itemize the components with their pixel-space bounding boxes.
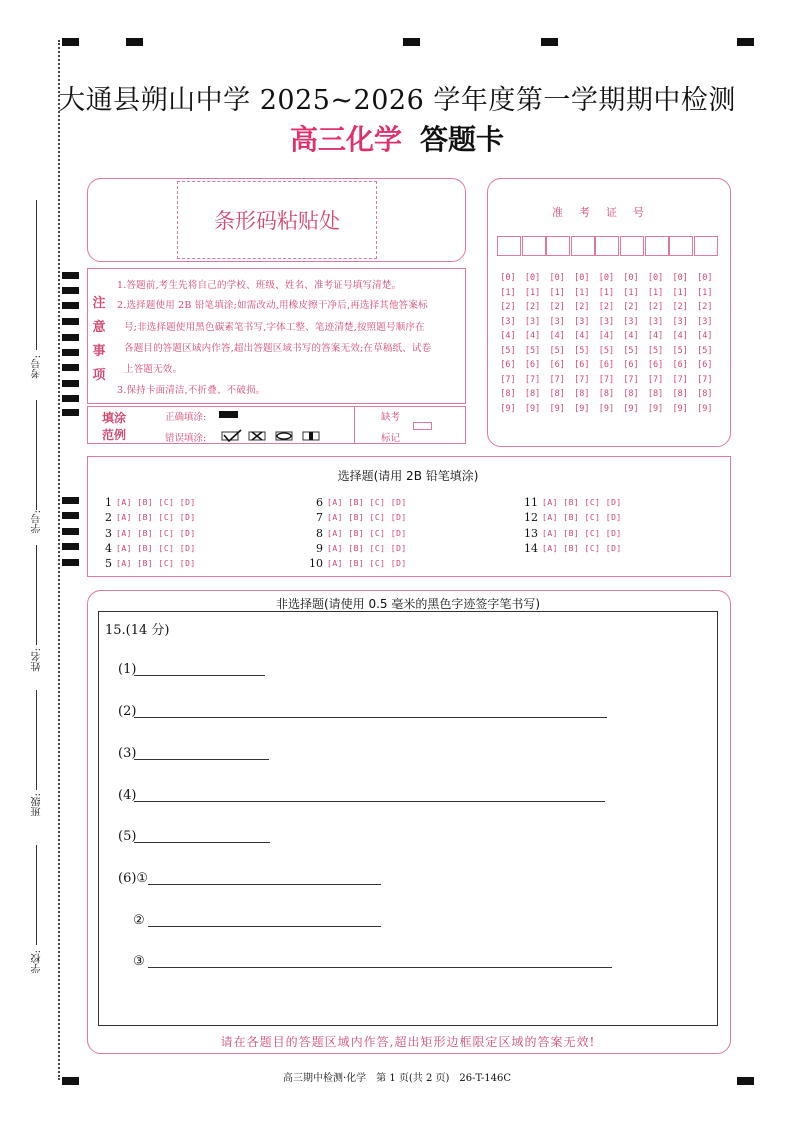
timing-mark [62, 528, 79, 535]
timing-mark [62, 380, 79, 387]
part-label: (2) [118, 704, 137, 719]
question-number: 8 [316, 526, 323, 540]
timing-mark [541, 38, 558, 46]
answer-options[interactable]: [A] [B] [C] [D] [542, 498, 622, 507]
part-label: (5) [118, 829, 137, 844]
answer-options[interactable]: [A] [B] [C] [D] [327, 498, 407, 507]
exam-id-digit-bubble[interactable]: [6] [623, 360, 639, 370]
timing-mark [62, 272, 79, 279]
part-label: (3) [118, 746, 137, 761]
absent-checkbox[interactable] [413, 422, 432, 430]
exam-id-digit-bubble[interactable]: [1] [598, 287, 615, 298]
exam-id-digit-bubble[interactable]: [5] [574, 345, 590, 356]
exam-id-digit-bubble[interactable]: [2] [598, 302, 615, 312]
exam-id-digit-bubble[interactable]: [8] [672, 389, 688, 399]
exam-id-digit-bubble[interactable]: [2] [524, 302, 541, 312]
answer-options[interactable]: [A] [B] [C] [D] [542, 543, 622, 553]
timing-mark [62, 302, 79, 309]
note-line: 上答题无效。 [124, 364, 183, 375]
exam-id-digit-bubble[interactable]: [4] [524, 331, 541, 341]
exam-id-digit-bubble[interactable]: [6] [697, 360, 713, 370]
exam-id-digit-bubble[interactable]: [1] [697, 287, 713, 298]
question-number: 9 [316, 541, 323, 555]
exam-id-digit-bubble[interactable]: [7] [500, 374, 516, 385]
exam-id-cell[interactable] [595, 236, 619, 256]
exam-id-digit-bubble[interactable]: [3] [500, 316, 516, 327]
barcode-area[interactable] [177, 181, 377, 259]
exam-id-digit-bubble[interactable]: [0] [647, 273, 664, 283]
barcode-label: 条形码粘贴处 [214, 209, 340, 233]
exam-id-digit-bubble[interactable]: [0] [574, 273, 590, 283]
exam-id-digit-bubble[interactable]: [6] [672, 360, 688, 370]
exam-id-digit-bubble[interactable]: [6] [500, 360, 516, 370]
question-number: 1 [105, 496, 112, 509]
question-number: 14 [524, 541, 538, 555]
answer-line[interactable] [134, 801, 605, 802]
exam-id-digit-bubble[interactable]: [4] [598, 331, 615, 341]
exam-id-digit-bubble[interactable]: [6] [598, 360, 615, 370]
exam-id-digit-bubble[interactable]: [8] [500, 389, 516, 399]
exam-id-cell[interactable] [497, 236, 521, 256]
exam-id-digit-bubble[interactable]: [7] [623, 374, 639, 385]
exam-id-digit-bubble[interactable]: [4] [672, 331, 688, 341]
exam-id-digit-bubble[interactable]: [5] [598, 345, 615, 356]
exam-id-digit-bubble[interactable]: [7] [647, 374, 664, 385]
fill-example-label: 范例 [102, 428, 127, 442]
answer-line[interactable] [134, 759, 269, 760]
question-number: 2 [105, 511, 112, 525]
exam-id-cell[interactable] [620, 236, 644, 256]
exam-id-digit-bubble[interactable]: [0] [598, 273, 615, 283]
timing-mark [62, 559, 79, 566]
exam-id-digit-bubble[interactable]: [9] [697, 403, 713, 414]
divider [354, 406, 355, 443]
exam-id-digit-bubble[interactable]: [8] [524, 389, 541, 399]
part-label: (1) [118, 662, 137, 677]
answer-options[interactable]: [A] [B] [C] [D] [116, 498, 196, 507]
exam-title: 大通县朔山中学 2025~2026 学年度第一学期期中检测 [58, 85, 736, 116]
exam-id-title: 准考证号 [552, 206, 660, 219]
exam-id-digit-bubble[interactable]: [5] [549, 345, 565, 356]
subject-title: 高三化学 [289, 123, 402, 156]
kaohao-label: 考号: [32, 355, 43, 379]
card-label: 答题卡 [420, 123, 505, 156]
exam-id-digit-bubble[interactable]: [5] [623, 345, 639, 356]
exam-id-digit-bubble[interactable]: [2] [549, 302, 565, 312]
exam-id-digit-bubble[interactable]: [9] [672, 403, 688, 414]
answer-options[interactable]: [A] [B] [C] [D] [116, 513, 196, 523]
exam-id-digit-bubble[interactable]: [9] [623, 403, 639, 414]
part-label: (6)① [118, 871, 149, 886]
part-label: ② [133, 913, 145, 928]
timing-mark [62, 287, 79, 294]
exam-id-digit-bubble[interactable]: [0] [672, 273, 688, 283]
exam-id-digit-bubble[interactable]: [2] [500, 302, 516, 312]
exam-id-digit-bubble[interactable]: [6] [647, 360, 664, 370]
exam-id-digit-bubble[interactable]: [3] [549, 316, 565, 327]
exam-id-digit-bubble[interactable]: [5] [500, 345, 516, 356]
note-line: 1.答题前,考生先将自己的学校、班级、姓名、准考证号填写清楚。 [117, 280, 402, 291]
exam-id-digit-bubble[interactable]: [6] [574, 360, 590, 370]
exam-id-digit-bubble[interactable]: [2] [697, 302, 713, 312]
exam-id-digit-bubble[interactable]: [2] [574, 302, 590, 312]
exam-id-digit-bubble[interactable]: [7] [574, 374, 590, 385]
absent-label: 缺考 [381, 412, 401, 423]
answer-options[interactable]: [A] [B] [C] [D] [116, 528, 196, 538]
cut-line [58, 40, 60, 1080]
exam-id-digit-bubble[interactable]: [4] [647, 331, 664, 341]
exam-id-digit-bubble[interactable]: [9] [647, 403, 664, 414]
card-title [0, 118, 794, 158]
exam-id-digit-bubble[interactable]: [4] [549, 331, 565, 341]
exam-id-digit-bubble[interactable]: [8] [549, 389, 565, 399]
exam-id-digit-bubble[interactable]: [9] [574, 403, 590, 414]
kaohao-line [36, 200, 37, 350]
exam-id-digit-bubble[interactable]: [3] [697, 316, 713, 327]
answer-line[interactable] [148, 967, 612, 968]
exam-id-digit-bubble[interactable]: [7] [697, 374, 713, 385]
exam-id-digit-bubble[interactable]: [3] [574, 316, 590, 327]
exam-id-digit-bubble[interactable]: [0] [697, 273, 713, 283]
wrong-fill-marks [219, 429, 329, 443]
timing-mark [62, 395, 79, 402]
timing-mark [62, 364, 79, 371]
timing-mark [62, 334, 79, 341]
exam-id-digit-bubble[interactable]: [1] [500, 287, 516, 298]
question-number: 12 [524, 511, 538, 525]
school-line [36, 845, 37, 945]
exam-id-digit-bubble[interactable]: [8] [697, 389, 713, 399]
exam-id-digit-bubble[interactable]: [4] [697, 331, 713, 341]
question-number: 7 [316, 511, 323, 525]
answer-line[interactable] [148, 884, 381, 885]
note-line: 号;非选择题使用黑色碳素笔书写,字体工整、笔迹清楚,按照题号顺序在 [124, 322, 425, 333]
answer-options[interactable]: [A] [B] [C] [D] [327, 513, 407, 523]
mark-label: 标记 [381, 433, 401, 444]
timing-mark [126, 38, 143, 46]
xuehao-line [36, 400, 37, 510]
correct-fill-label: 正确填涂: [165, 412, 207, 423]
exam-id-digit-bubble[interactable]: [0] [549, 273, 565, 283]
exam-id-digit-bubble[interactable]: [9] [500, 403, 516, 414]
question-number: 11 [524, 496, 538, 509]
exam-id-cell[interactable] [694, 236, 718, 256]
timing-mark [62, 512, 79, 519]
question-number: 3 [105, 526, 112, 540]
answer-line[interactable] [134, 842, 270, 843]
answer-options[interactable]: [A] [B] [C] [D] [542, 528, 622, 538]
exam-id-digit-bubble[interactable]: [1] [574, 287, 590, 298]
exam-id-digit-bubble[interactable]: [9] [524, 403, 541, 414]
timing-mark [62, 318, 79, 325]
exam-id-cell[interactable] [571, 236, 595, 256]
exam-id-cell[interactable] [645, 236, 669, 256]
note-line: 3.保持卡面清洁,不折叠、不破损。 [117, 385, 266, 396]
exam-id-digit-bubble[interactable]: [1] [623, 287, 639, 298]
exam-id-digit-bubble[interactable]: [5] [524, 345, 541, 356]
timing-mark [62, 543, 79, 550]
exam-id-digit-bubble[interactable]: [1] [672, 287, 688, 298]
exam-id-digit-bubble[interactable]: [7] [598, 374, 615, 385]
question-number: 10 [309, 557, 323, 571]
timing-mark [737, 38, 754, 46]
exam-id-digit-bubble[interactable]: [1] [647, 287, 664, 298]
exam-id-digit-bubble[interactable]: [8] [647, 389, 664, 399]
answer-options[interactable]: [A] [B] [C] [D] [116, 559, 196, 569]
exam-id-digit-bubble[interactable]: [4] [623, 331, 639, 341]
exam-id-digit-bubble[interactable]: [9] [549, 403, 565, 414]
exam-id-digit-bubble[interactable]: [3] [672, 316, 688, 327]
exam-id-digit-bubble[interactable]: [2] [623, 302, 639, 312]
question-number: 5 [105, 557, 112, 571]
part-label: (4) [118, 788, 137, 803]
answer-area[interactable] [98, 611, 718, 1026]
exam-id-digit-bubble[interactable]: [2] [647, 302, 664, 312]
answer-line[interactable] [134, 675, 265, 676]
school-label: 学校: [32, 950, 43, 974]
exam-id-digit-bubble[interactable]: [3] [524, 316, 541, 327]
exam-id-digit-bubble[interactable]: [2] [672, 302, 688, 312]
answer-options[interactable]: [A] [B] [C] [D] [327, 559, 407, 569]
exam-id-digit-bubble[interactable]: [7] [549, 374, 565, 385]
exam-id-digit-bubble[interactable]: [3] [623, 316, 639, 327]
notes-heading: 注 意 事 项 [92, 296, 106, 383]
timing-mark [403, 38, 420, 46]
exam-id-digit-bubble[interactable]: [7] [672, 374, 688, 385]
exam-id-digit-bubble[interactable]: [5] [647, 345, 664, 356]
note-line: 2.选择题使用 2B 铅笔填涂;如需改动,用橡皮擦干净后,再选择其他答案标 [117, 300, 428, 311]
xuehao-label: 学号: [32, 510, 43, 534]
exam-id-cell[interactable] [546, 236, 570, 256]
answer-options[interactable]: [A] [B] [C] [D] [542, 513, 622, 523]
exam-id-digit-bubble[interactable]: [3] [598, 316, 615, 327]
answer-options[interactable]: [A] [B] [C] [D] [116, 543, 196, 553]
exam-id-digit-bubble[interactable]: [4] [500, 331, 516, 341]
multiple-choice-title: 选择题(请用 2B 铅笔填涂) [337, 469, 479, 483]
name-line [36, 545, 37, 645]
timing-mark [62, 349, 79, 356]
exam-id-digit-bubble[interactable]: [5] [672, 345, 688, 356]
exam-id-digit-bubble[interactable]: [6] [549, 360, 565, 370]
exam-id-digit-bubble[interactable]: [0] [524, 273, 541, 283]
answer-line[interactable] [148, 926, 381, 927]
answer-line[interactable] [134, 717, 607, 718]
timing-mark [62, 38, 79, 46]
exam-id-cell[interactable] [522, 236, 546, 256]
question-15-label: 15.(14 分) [105, 623, 170, 638]
correct-fill-mark [219, 411, 238, 418]
question-number: 4 [105, 541, 112, 555]
part-label: ③ [133, 954, 145, 969]
exam-id-digit-bubble[interactable]: [9] [598, 403, 615, 414]
exam-id-digit-bubble[interactable]: [1] [524, 287, 541, 298]
exam-id-digit-bubble[interactable]: [6] [524, 360, 541, 370]
exam-id-digit-bubble[interactable]: [7] [524, 374, 541, 385]
page-footer: 高三期中检测·化学 第 1 页(共 2 页) 26-T-146C [282, 1073, 512, 1084]
exam-id-digit-bubble[interactable]: [3] [647, 316, 664, 327]
exam-id-digit-bubble[interactable]: [0] [500, 273, 516, 283]
class-label: 班级: [32, 793, 43, 817]
exam-id-digit-bubble[interactable]: [8] [598, 389, 615, 399]
class-line [36, 690, 37, 790]
note-line: 各题目的答题区域内作答,超出答题区域书写的答案无效;在草稿纸、试卷 [124, 343, 432, 354]
exam-id-digit-bubble[interactable]: [4] [574, 331, 590, 341]
warning-text: 请在各题目的答题区域内作答,超出矩形边框限定区域的答案无效! [220, 1035, 596, 1049]
exam-id-digit-bubble[interactable]: [0] [623, 273, 639, 283]
fill-example-label: 填涂 [102, 411, 127, 425]
exam-id-digit-bubble[interactable]: [1] [549, 287, 565, 298]
timing-mark [62, 497, 79, 504]
exam-id-digit-bubble[interactable]: [8] [623, 389, 639, 399]
question-number: 6 [316, 496, 323, 509]
answer-options[interactable]: [A] [B] [C] [D] [327, 528, 407, 538]
exam-id-digit-bubble[interactable]: [5] [697, 345, 713, 356]
exam-id-cell[interactable] [669, 236, 693, 256]
open-question-title: 非选择题(请使用 0.5 毫米的黑色字迹签字笔书写) [275, 597, 541, 611]
name-label: 姓名: [32, 648, 43, 672]
timing-mark [62, 409, 79, 416]
exam-id-digit-bubble[interactable]: [8] [574, 389, 590, 399]
answer-options[interactable]: [A] [B] [C] [D] [327, 543, 407, 553]
wrong-fill-label: 错误填涂: [165, 433, 207, 444]
question-number: 13 [524, 526, 538, 540]
